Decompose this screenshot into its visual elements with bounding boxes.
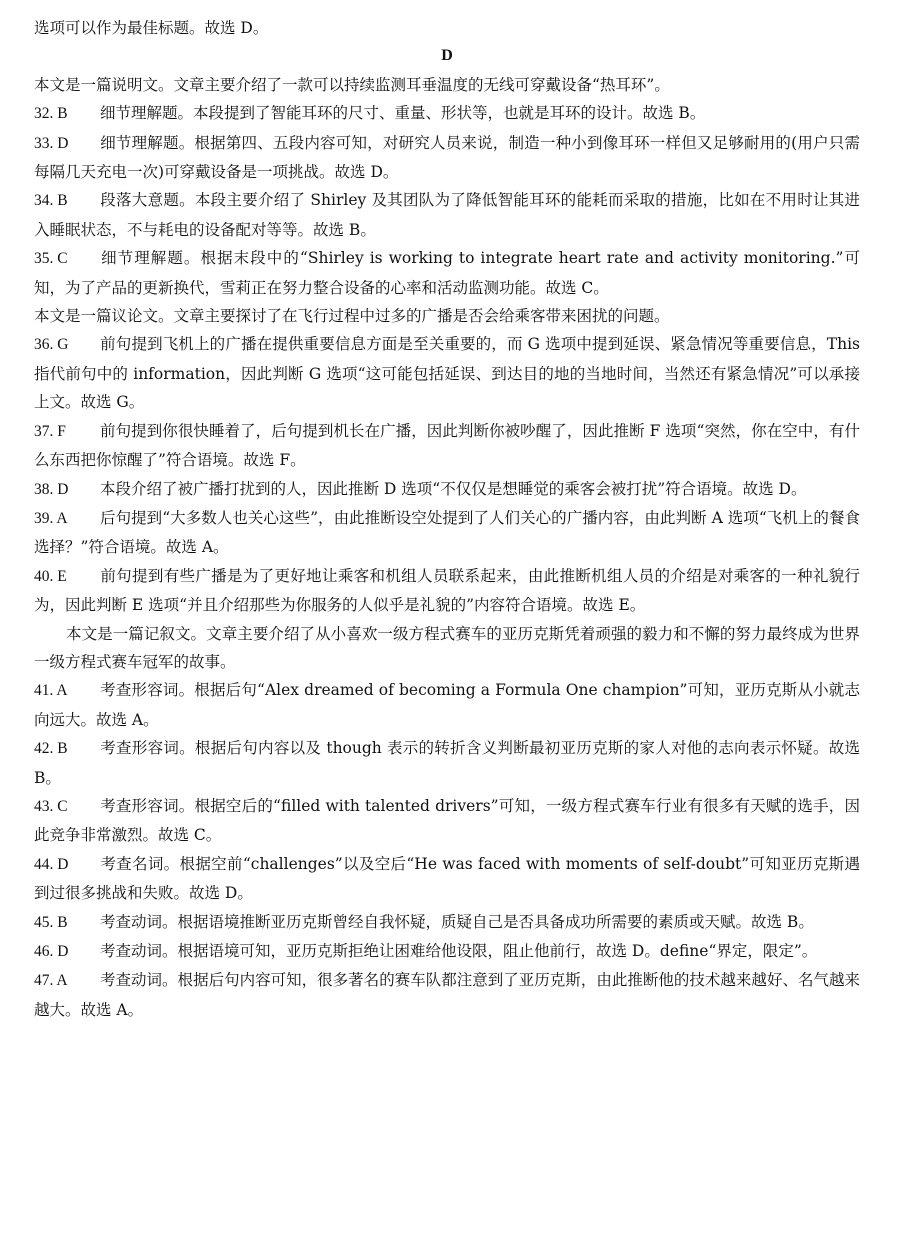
answer-explanation: 考查形容词。根据后句内容以及 though 表示的转折含义判断最初亚历克斯的家人对他的志向表示怀疑。故选 B。 bbox=[34, 739, 860, 787]
answer-explanation: 考查名词。根据空前“challenges”以及空后“He was faced with moments of self-doubt”可知亚历克斯遇到过很多挑战和失败。故选 D。 bbox=[34, 854, 860, 903]
answer-number: 40. E bbox=[34, 567, 67, 585]
answer-number: 42. B bbox=[34, 740, 68, 758]
text-line: 选项可以作为最佳标题。故选 D。 bbox=[34, 19, 269, 37]
answer-explanation: 段落大意题。本段主要介绍了 Shirley 及其团队为了降低智能耳环的能耗而采取的措施，比如在不用时让其进入睡眠状态，不与耗电的设备配对等等。故选 B。 bbox=[34, 191, 860, 239]
answer-item-33 bbox=[34, 129, 860, 187]
answer-number: 41. A bbox=[34, 682, 68, 700]
answer-explanation: 本段介绍了被广播打扰到的人，因此推断 D 选项“不仅仅是想睡觉的乘客会被打扰”符合语境。故选 D。 bbox=[100, 479, 807, 498]
answer-item-35 bbox=[34, 244, 860, 302]
answer-item-37 bbox=[34, 417, 860, 475]
answer-explanation: 细节理解题。本段提到了智能耳环的尺寸、重量、形状等，也就是耳环的设计。故选 B。 bbox=[100, 104, 706, 123]
answer-item-40 bbox=[34, 562, 860, 620]
answer-item-47 bbox=[34, 966, 860, 1024]
answer-explanation: 细节理解题。根据第四、五段内容可知，对研究人员来说，制造一种小到像耳环一样但又足够耐用的(用户只需每隔几天充电一次)可穿戴设备是一项挑战。故选 D。 bbox=[34, 133, 860, 182]
answer-item-32 bbox=[34, 99, 860, 128]
answer-explanation: 考查动词。根据语境推断亚历克斯曾经自我怀疑，质疑自己是否具备成功所需要的素质或天赋。故选 B。 bbox=[100, 912, 814, 931]
answer-explanation: 考查形容词。根据空后的“filled with talented drivers”可知，一级方程式赛车行业有很多有天赋的选手，因此竞争非常激烈。故选 C。 bbox=[34, 796, 860, 845]
answer-number: 39. A bbox=[34, 509, 68, 527]
answer-explanation: 前句提到飞机上的广播在提供重要信息方面是至关重要的，而 G 选项中提到延误、紧急情况等重要信息，This 指代前句中的 information，因此判断 G 选项“这可能包括延误、到达目的地的当地时间，当然还有紧急情况”可以承接上文。故选 G。 bbox=[34, 335, 860, 412]
answer-item-44 bbox=[34, 850, 860, 908]
answer-item-46 bbox=[34, 937, 860, 966]
answer-number: 33. D bbox=[34, 134, 69, 152]
answer-explanation: 考查动词。根据后句内容可知，很多著名的赛车队都注意到了亚历克斯，由此推断他的技术越来越好、名气越来越大。故选 A。 bbox=[34, 971, 860, 1019]
answer-number: 45. B bbox=[34, 913, 68, 931]
answer-number: 44. D bbox=[34, 855, 69, 873]
answer-item-41 bbox=[34, 676, 860, 734]
answer-item-36 bbox=[34, 330, 860, 416]
answer-item-39 bbox=[34, 504, 860, 562]
answer-explanation: 考查动词。根据语境可知，亚历克斯拒绝让困难给他设限，阻止他前行，故选 D。define“界定，限定”。 bbox=[100, 942, 818, 960]
answer-item-34 bbox=[34, 186, 860, 244]
answer-number: 38. D bbox=[34, 480, 69, 498]
answer-item-45 bbox=[34, 908, 860, 937]
passage-summary: 本文是一篇说明文。文章主要介绍了一款可以持续监测耳垂温度的无线可穿戴设备“热耳环”。 bbox=[34, 75, 670, 94]
answer-number: 47. A bbox=[34, 972, 68, 990]
passage-summary: 本文是一篇议论文。文章主要探讨了在飞行过程中过多的广播是否会给乘客带来困扰的问题。 bbox=[34, 307, 670, 326]
answer-item-43 bbox=[34, 792, 860, 850]
answer-explanation: 前句提到你很快睡着了，后句提到机长在广播，因此判断你被吵醒了，因此推断 F 选项“突然，你在空中，有什么东西把你惊醒了”符合语境。故选 F。 bbox=[34, 421, 860, 470]
answer-explanation: 细节理解题。根据末段中的“Shirley is working to integrate heart rate and activity monitoring.”可知，为了产品的更新换代，雪莉正在努力整合设备的心率和活动监测功能。故选 C。 bbox=[34, 249, 860, 297]
answer-explanation: 考查形容词。根据后句“Alex dreamed of becoming a Formula One champion”可知，亚历克斯从小就志向远大。故选 A。 bbox=[34, 681, 860, 729]
answer-item-42 bbox=[34, 734, 860, 792]
answer-number: 37. F bbox=[34, 422, 66, 440]
answer-explanation: 前句提到有些广播是为了更好地让乘客和机组人员联系起来，由此推断机组人员的介绍是对乘客的一种礼貌行为，因此判断 E 选项“并且介绍那些为你服务的人似乎是礼貌的”内容符合语境。故选 E。 bbox=[34, 566, 860, 615]
passage-summary: 本文是一篇记叙文。文章主要介绍了从小喜欢一级方程式赛车的亚历克斯凭着顽强的毅力和不懈的努力最终成为世界一级方程式赛车冠军的故事。 bbox=[34, 624, 860, 671]
answer-item-38 bbox=[34, 475, 860, 504]
answer-number: 43. C bbox=[34, 797, 68, 815]
answer-number: 35. C bbox=[34, 250, 68, 268]
answer-number: 36. G bbox=[34, 336, 69, 354]
section-title: D bbox=[441, 47, 453, 65]
answer-number: 34. B bbox=[34, 192, 68, 210]
answer-number: 46. D bbox=[34, 943, 69, 960]
answer-number: 32. B bbox=[34, 105, 68, 123]
answer-explanation: 后句提到“大多数人也关心这些”，由此推断设空处提到了人们关心的广播内容，由此判断 A 选项“飞机上的餐食选择？”符合语境。故选 A。 bbox=[34, 508, 860, 557]
